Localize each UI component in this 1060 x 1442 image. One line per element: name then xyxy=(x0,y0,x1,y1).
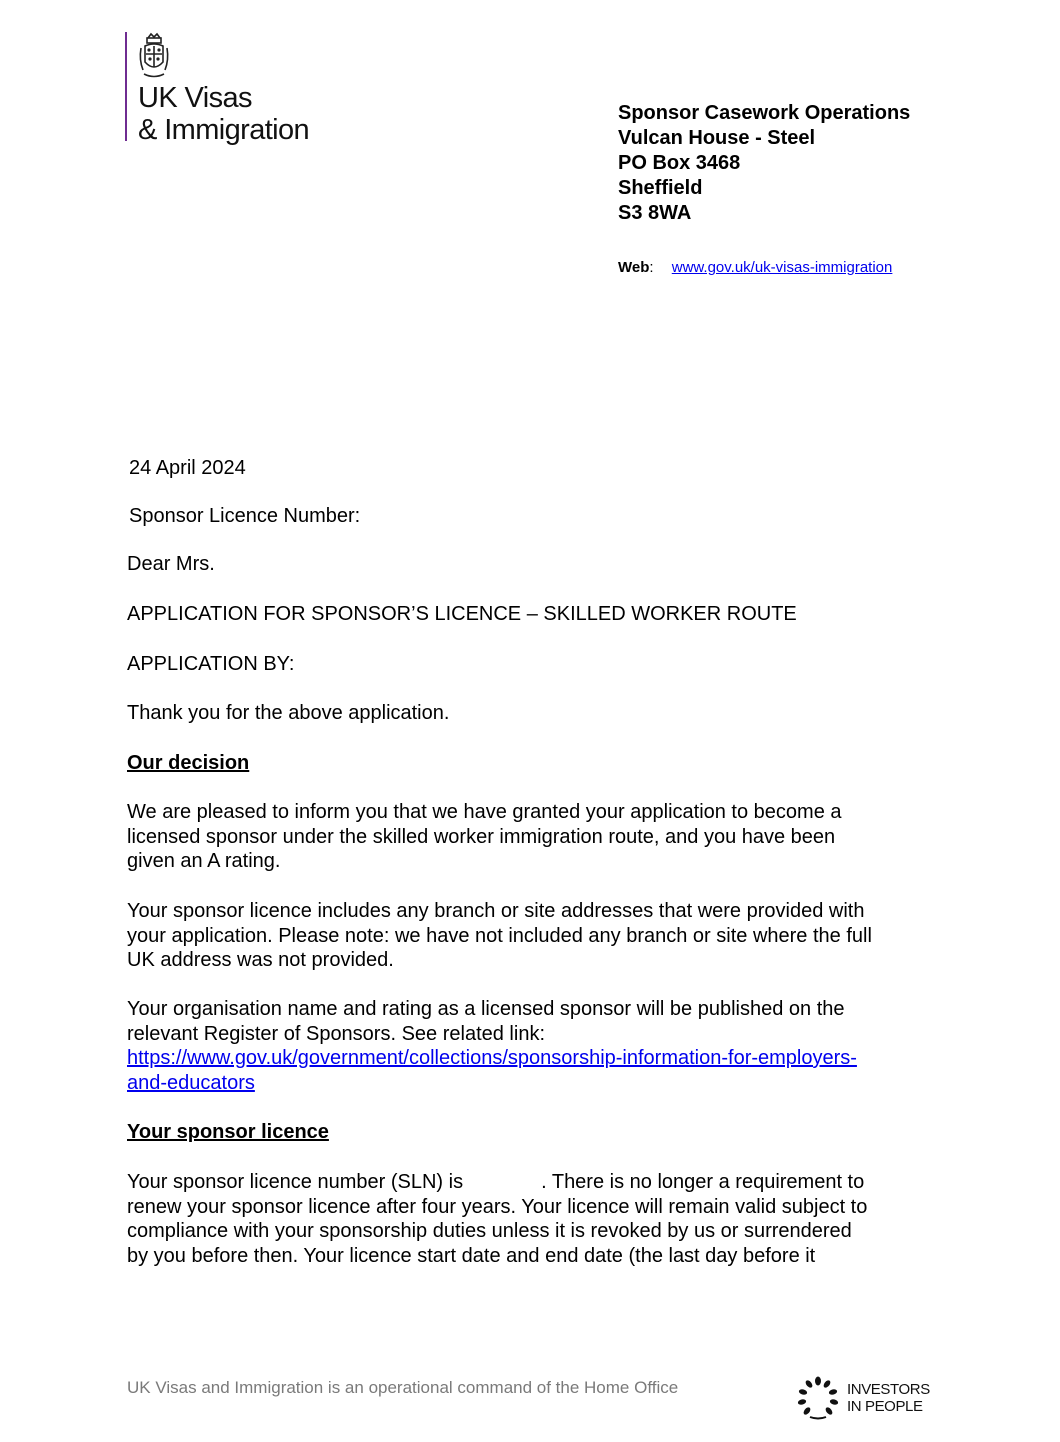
iip-line1: INVESTORS xyxy=(847,1381,930,1398)
investors-in-people-text xyxy=(847,1381,930,1415)
sln-text-continued: . There is no longer a requirement to xyxy=(541,1171,865,1193)
address-line: Vulcan House - Steel xyxy=(618,127,816,149)
iip-line2: IN PEOPLE xyxy=(847,1398,923,1415)
web-link[interactable]: www.gov.uk/uk-visas-immigration xyxy=(671,259,893,276)
investors-in-people-laurel-icon xyxy=(796,1376,840,1420)
paragraph-line: Your sponsor licence includes any branch or site addresses that were provided with xyxy=(127,900,865,922)
paragraph-line: compliance with your sponsorship duties unless it is revoked by us or surrendered xyxy=(127,1220,852,1242)
logo-accent-bar xyxy=(125,32,127,141)
paragraph-line: renew your sponsor licence after four years. Your licence will remain valid subject to xyxy=(127,1195,868,1218)
royal-crest-icon xyxy=(138,32,170,82)
thanks-line: Thank you for the above application. xyxy=(127,702,450,724)
paragraph-licence xyxy=(127,1170,932,1268)
paragraph-decision xyxy=(127,800,932,874)
footer-text: UK Visas and Immigration is an operational command of the Home Office xyxy=(127,1378,679,1397)
address-line: S3 8WA xyxy=(618,202,692,224)
register-link-continued[interactable]: and-educators xyxy=(127,1071,255,1094)
paragraph-branches xyxy=(127,899,932,973)
sender-address xyxy=(618,101,910,226)
sln-text: Your sponsor licence number (SLN) is xyxy=(127,1171,464,1193)
web-label-sep: : xyxy=(649,259,654,276)
web-contact xyxy=(618,259,892,276)
sponsor-licence-number-label: Sponsor Licence Number: xyxy=(129,505,361,527)
paragraph-line: Your organisation name and rating as a licensed sponsor will be published on the xyxy=(127,998,845,1020)
heading-our-decision: Our decision xyxy=(127,752,250,774)
paragraph-register xyxy=(127,997,932,1095)
paragraph-line-first xyxy=(127,1170,932,1195)
paragraph-line: relevant Register of Sponsors. See related link: xyxy=(127,1022,545,1045)
address-line: Sheffield xyxy=(618,177,703,199)
logo-text-line1: UK Visas xyxy=(138,82,252,114)
paragraph-line: given an A rating. xyxy=(127,850,281,872)
address-line: PO Box 3468 xyxy=(618,152,741,174)
paragraph-line: your application. Please note: we have not included any branch or site where the full xyxy=(127,924,872,947)
heading-your-sponsor-licence: Your sponsor licence xyxy=(127,1121,329,1143)
subject-line: APPLICATION FOR SPONSOR’S LICENCE – SKILLED WORKER ROUTE xyxy=(127,603,797,625)
logo-text-line2: & Immigration xyxy=(138,114,310,146)
address-line: Sponsor Casework Operations xyxy=(618,102,911,124)
paragraph-line: We are pleased to inform you that we have granted your application to become a xyxy=(127,801,842,823)
paragraph-line: by you before then. Your licence start date and end date (the last day before it xyxy=(127,1244,816,1267)
register-link[interactable]: https://www.gov.uk/government/collections/sponsorship-information-for-employers- xyxy=(127,1047,857,1069)
paragraph-line: UK address was not provided. xyxy=(127,949,394,971)
application-by: APPLICATION BY: xyxy=(127,653,295,675)
paragraph-line: licensed sponsor under the skilled worker immigration route, and you have been xyxy=(127,825,836,848)
letter-date: 24 April 2024 xyxy=(129,457,246,479)
salutation: Dear Mrs. xyxy=(127,553,215,575)
web-label: Web xyxy=(618,259,650,276)
